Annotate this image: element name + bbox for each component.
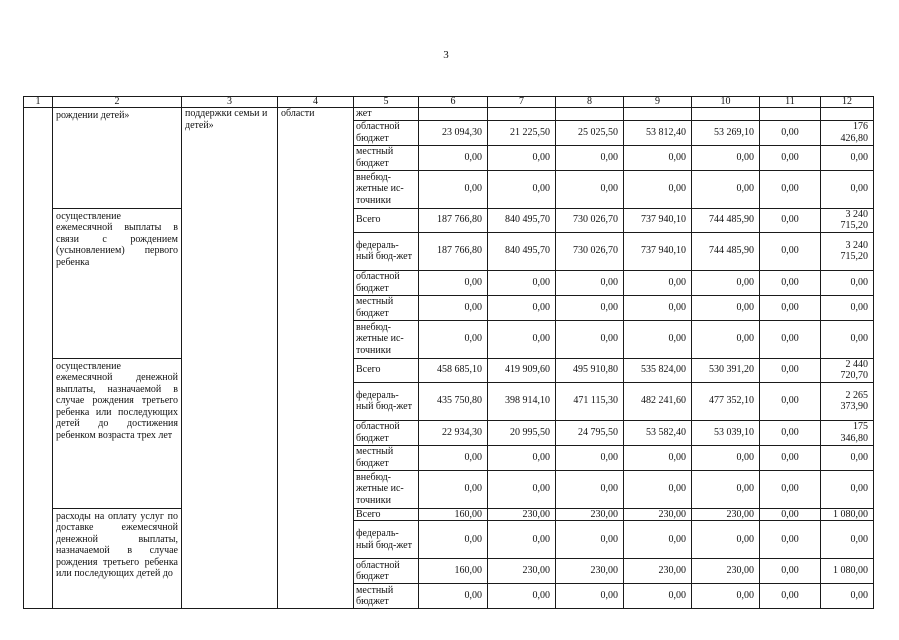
column-header: 10 (692, 97, 760, 108)
funding-source: областной бюджет (354, 559, 419, 584)
amount-cell: 0,00 (760, 270, 821, 295)
column-header: 7 (488, 97, 556, 108)
amount-cell: 230,00 (488, 559, 556, 584)
measure-description: расходы на оплату услуг по доставке ежемесячной денежной выплаты, назначаемой в случае рождения третьего ребенка или последующих детей до (53, 508, 182, 609)
amount-cell: 0,00 (821, 470, 874, 508)
amount-cell (556, 108, 624, 121)
funding-source: внебюд-жетные ис-точники (354, 320, 419, 358)
funding-source: Всего (354, 508, 419, 521)
funding-source: федераль-ный бюд-жет (354, 382, 419, 420)
amount-cell: 0,00 (821, 320, 874, 358)
amount-cell: 0,00 (556, 320, 624, 358)
amount-cell: 0,00 (624, 584, 692, 609)
amount-cell: 0,00 (556, 145, 624, 170)
amount-cell: 0,00 (760, 295, 821, 320)
amount-cell: 230,00 (692, 559, 760, 584)
amount-cell: 0,00 (821, 521, 874, 559)
amount-cell: 730 026,70 (556, 232, 624, 270)
amount-cell: 0,00 (760, 420, 821, 445)
amount-cell: 0,00 (419, 445, 488, 470)
amount-cell: 0,00 (488, 170, 556, 208)
amount-cell: 0,00 (821, 145, 874, 170)
amount-cell: 0,00 (692, 521, 760, 559)
amount-cell: 22 934,30 (419, 420, 488, 445)
amount-cell: 737 940,10 (624, 208, 692, 232)
funding-source: местный бюджет (354, 584, 419, 609)
amount-cell (488, 108, 556, 121)
amount-cell: 24 795,50 (556, 420, 624, 445)
amount-cell: 0,00 (556, 521, 624, 559)
amount-cell: 0,00 (419, 145, 488, 170)
funding-source: местный бюджет (354, 295, 419, 320)
amount-cell: 0,00 (556, 295, 624, 320)
amount-cell: 230,00 (624, 508, 692, 521)
amount-cell: 744 485,90 (692, 232, 760, 270)
amount-cell: 0,00 (488, 470, 556, 508)
table-row (24, 108, 874, 121)
amount-cell: 53 582,40 (624, 420, 692, 445)
row-number-cell (24, 108, 53, 609)
amount-cell: 398 914,10 (488, 382, 556, 420)
amount-cell: 0,00 (692, 584, 760, 609)
funding-source: жет (354, 108, 419, 121)
amount-cell: 458 685,10 (419, 358, 488, 382)
amount-cell: 0,00 (821, 170, 874, 208)
amount-cell (692, 108, 760, 121)
amount-cell: 0,00 (624, 295, 692, 320)
page-number: 3 (443, 49, 449, 61)
amount-cell: 0,00 (419, 295, 488, 320)
amount-cell: 25 025,50 (556, 120, 624, 145)
amount-cell: 187 766,80 (419, 208, 488, 232)
amount-cell: 0,00 (760, 382, 821, 420)
budget-table (23, 96, 874, 609)
column-header: 11 (760, 97, 821, 108)
measure-description: рождении детей» (53, 108, 182, 209)
amount-cell: 0,00 (760, 170, 821, 208)
amount-cell: 0,00 (624, 320, 692, 358)
amount-cell: 0,00 (760, 145, 821, 170)
amount-cell: 730 026,70 (556, 208, 624, 232)
amount-cell: 0,00 (556, 584, 624, 609)
amount-cell: 21 225,50 (488, 120, 556, 145)
amount-cell: 0,00 (624, 170, 692, 208)
amount-cell: 0,00 (624, 270, 692, 295)
header-row (24, 97, 874, 108)
funding-source: федераль-ный бюд-жет (354, 521, 419, 559)
amount-cell: 0,00 (488, 145, 556, 170)
amount-cell: 0,00 (821, 584, 874, 609)
amount-cell: 0,00 (556, 470, 624, 508)
amount-cell: 0,00 (760, 208, 821, 232)
amount-cell: 53 812,40 (624, 120, 692, 145)
amount-cell: 0,00 (692, 295, 760, 320)
amount-cell: 0,00 (488, 445, 556, 470)
amount-cell: 0,00 (760, 559, 821, 584)
column-header: 1 (24, 97, 53, 108)
amount-cell: 0,00 (488, 521, 556, 559)
amount-cell: 0,00 (821, 445, 874, 470)
amount-cell: 0,00 (488, 270, 556, 295)
funding-source: местный бюджет (354, 145, 419, 170)
amount-cell (624, 108, 692, 121)
amount-cell: 0,00 (760, 358, 821, 382)
amount-cell: 160,00 (419, 508, 488, 521)
amount-cell: 0,00 (556, 270, 624, 295)
amount-cell: 23 094,30 (419, 120, 488, 145)
table-row (24, 508, 874, 521)
amount-cell: 0,00 (692, 320, 760, 358)
funding-source: федераль-ный бюд-жет (354, 232, 419, 270)
column-header: 12 (821, 97, 874, 108)
amount-cell: 737 940,10 (624, 232, 692, 270)
table-row (24, 358, 874, 382)
amount-cell: 0,00 (419, 320, 488, 358)
amount-cell (419, 108, 488, 121)
amount-cell: 160,00 (419, 559, 488, 584)
amount-cell: 0,00 (760, 470, 821, 508)
column-header: 6 (419, 97, 488, 108)
amount-cell: 3 240 715,20 (821, 232, 874, 270)
amount-cell: 0,00 (488, 295, 556, 320)
measure-description: осуществление ежемесячной денежной выплаты, назначаемой в случае рождения третьего ребенка или последующих детей до достижения ребенком возраста трех лет (53, 358, 182, 508)
amount-cell: 435 750,80 (419, 382, 488, 420)
amount-cell: 3 240 715,20 (821, 208, 874, 232)
amount-cell: 0,00 (419, 584, 488, 609)
amount-cell: 0,00 (760, 508, 821, 521)
amount-cell: 0,00 (760, 584, 821, 609)
amount-cell: 175 346,80 (821, 420, 874, 445)
amount-cell: 0,00 (419, 521, 488, 559)
amount-cell: 495 910,80 (556, 358, 624, 382)
executor-cell: области (278, 108, 354, 609)
amount-cell: 2 265 373,90 (821, 382, 874, 420)
amount-cell: 0,00 (760, 445, 821, 470)
column-header: 5 (354, 97, 419, 108)
funding-source: областной бюджет (354, 120, 419, 145)
funding-source: Всего (354, 358, 419, 382)
amount-cell: 840 495,70 (488, 208, 556, 232)
amount-cell: 20 995,50 (488, 420, 556, 445)
column-header: 9 (624, 97, 692, 108)
amount-cell: 0,00 (692, 470, 760, 508)
amount-cell (760, 108, 821, 121)
amount-cell: 230,00 (692, 508, 760, 521)
amount-cell: 0,00 (419, 470, 488, 508)
amount-cell: 53 269,10 (692, 120, 760, 145)
amount-cell: 0,00 (624, 145, 692, 170)
amount-cell: 230,00 (556, 508, 624, 521)
amount-cell: 0,00 (821, 295, 874, 320)
funding-source: внебюд-жетные ис-точники (354, 170, 419, 208)
amount-cell: 0,00 (760, 120, 821, 145)
amount-cell: 176 426,80 (821, 120, 874, 145)
amount-cell: 53 039,10 (692, 420, 760, 445)
amount-cell: 419 909,60 (488, 358, 556, 382)
amount-cell: 477 352,10 (692, 382, 760, 420)
amount-cell: 1 080,00 (821, 508, 874, 521)
amount-cell: 0,00 (488, 320, 556, 358)
amount-cell: 0,00 (692, 145, 760, 170)
amount-cell: 0,00 (419, 270, 488, 295)
amount-cell: 530 391,20 (692, 358, 760, 382)
program-name-cell: поддержки семьи и детей» (182, 108, 278, 609)
amount-cell: 0,00 (624, 521, 692, 559)
amount-cell: 0,00 (488, 584, 556, 609)
funding-source: внебюд-жетные ис-точники (354, 470, 419, 508)
amount-cell: 187 766,80 (419, 232, 488, 270)
amount-cell: 744 485,90 (692, 208, 760, 232)
amount-cell: 2 440 720,70 (821, 358, 874, 382)
column-header: 2 (53, 97, 182, 108)
table-row (24, 208, 874, 232)
amount-cell: 0,00 (692, 270, 760, 295)
amount-cell: 230,00 (556, 559, 624, 584)
column-header: 8 (556, 97, 624, 108)
amount-cell: 0,00 (692, 170, 760, 208)
amount-cell (821, 108, 874, 121)
amount-cell: 0,00 (624, 470, 692, 508)
amount-cell: 1 080,00 (821, 559, 874, 584)
amount-cell: 0,00 (556, 445, 624, 470)
amount-cell: 840 495,70 (488, 232, 556, 270)
column-header: 3 (182, 97, 278, 108)
funding-source: местный бюджет (354, 445, 419, 470)
amount-cell: 471 115,30 (556, 382, 624, 420)
measure-description: осуществление ежемесячной выплаты в связи с рождением (усыновлением) первого ребенка (53, 208, 182, 358)
column-header: 4 (278, 97, 354, 108)
amount-cell: 0,00 (624, 445, 692, 470)
amount-cell: 0,00 (760, 521, 821, 559)
amount-cell: 0,00 (556, 170, 624, 208)
amount-cell: 535 824,00 (624, 358, 692, 382)
amount-cell: 230,00 (624, 559, 692, 584)
amount-cell: 482 241,60 (624, 382, 692, 420)
amount-cell: 0,00 (821, 270, 874, 295)
funding-source: Всего (354, 208, 419, 232)
amount-cell: 230,00 (488, 508, 556, 521)
funding-source: областной бюджет (354, 420, 419, 445)
amount-cell: 0,00 (760, 232, 821, 270)
amount-cell: 0,00 (692, 445, 760, 470)
amount-cell: 0,00 (760, 320, 821, 358)
amount-cell: 0,00 (419, 170, 488, 208)
funding-source: областной бюджет (354, 270, 419, 295)
